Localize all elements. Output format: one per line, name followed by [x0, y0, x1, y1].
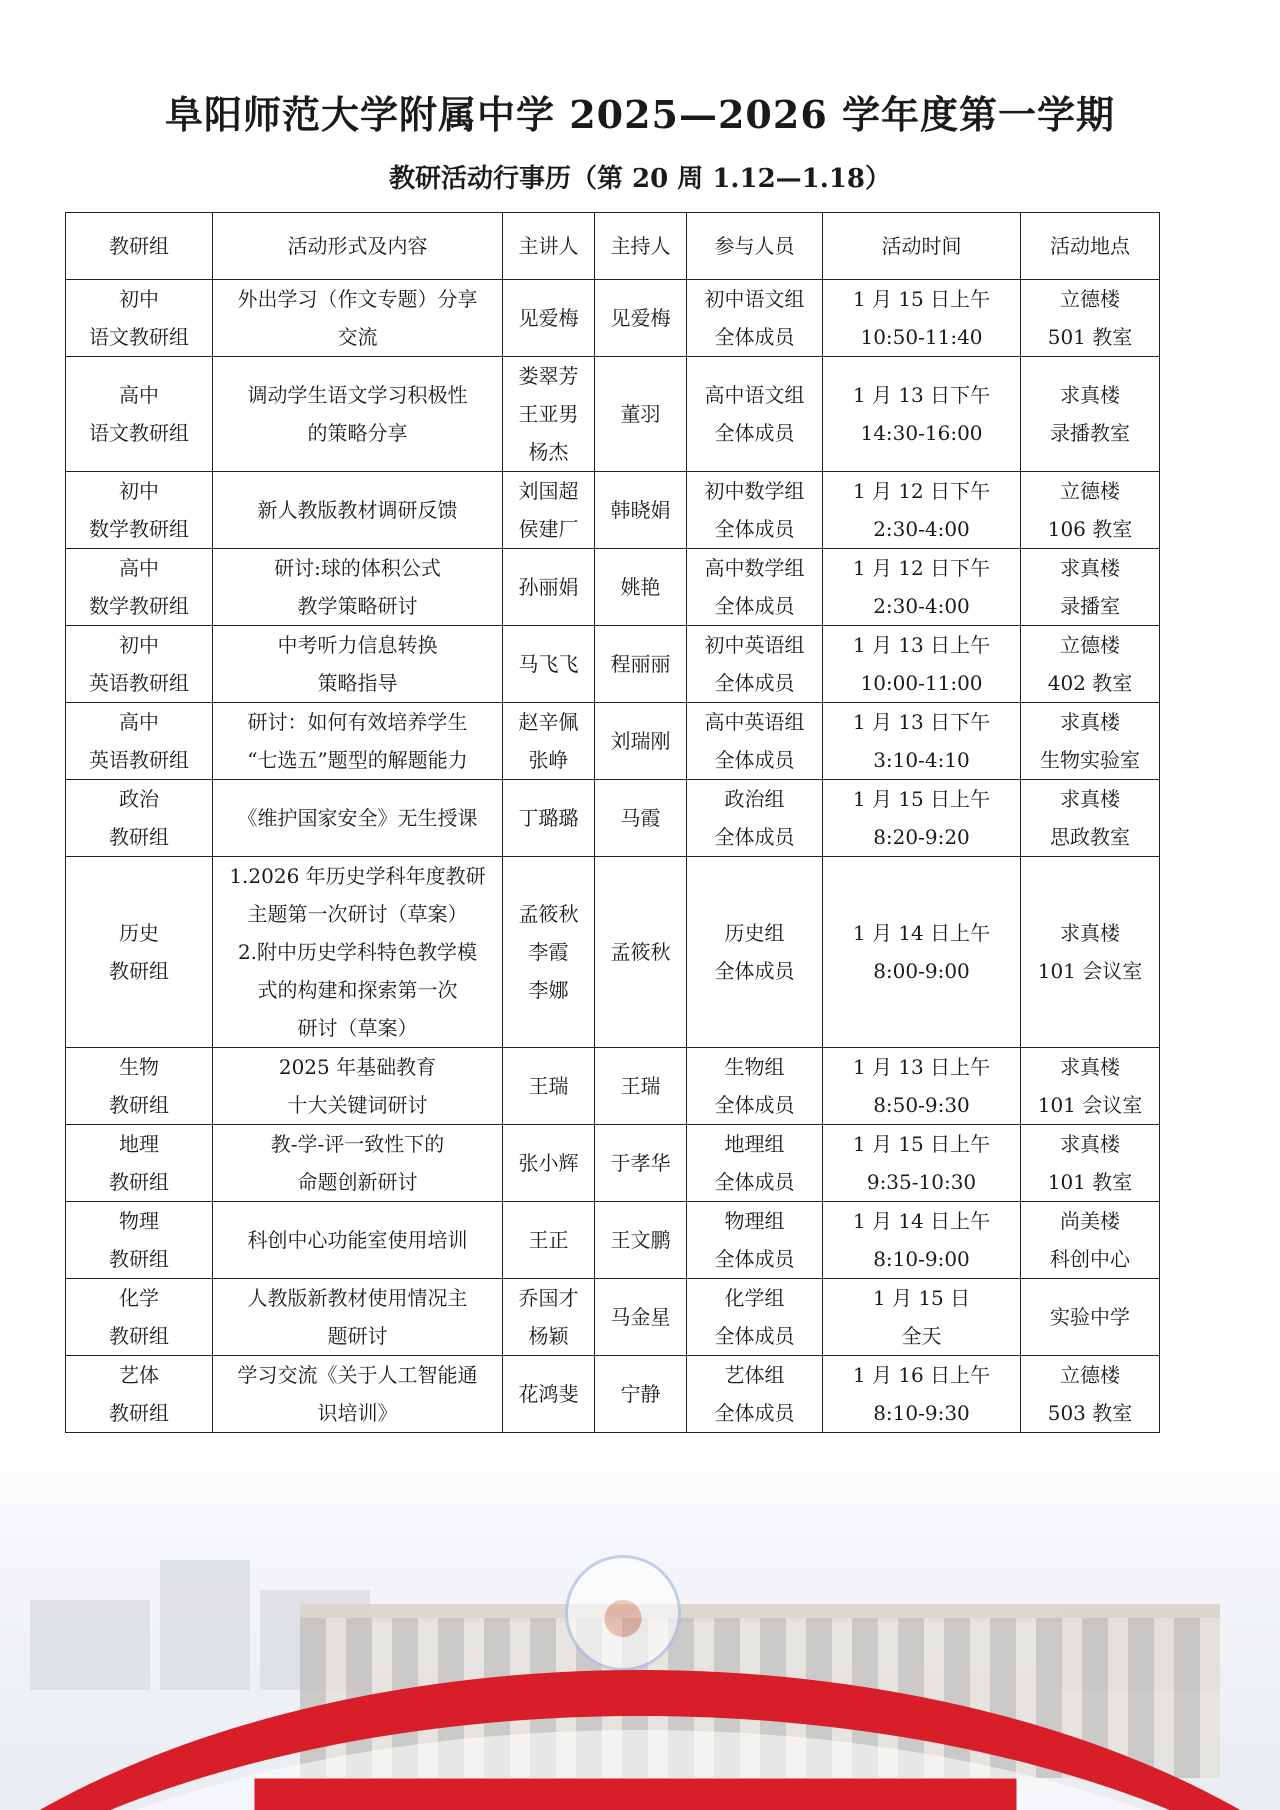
- cell-line: 语文教研组: [89, 325, 189, 349]
- table-row: [66, 626, 1160, 703]
- cell-line: 程丽丽: [610, 652, 671, 676]
- cell-line: 丁璐璐: [518, 806, 579, 830]
- content-cell: [213, 780, 503, 857]
- speaker-cell: [503, 1279, 595, 1356]
- cell-line: 高中: [119, 556, 159, 580]
- page-title: 阜阳师范大学附属中学 2025—2026 学年度第一学期: [165, 92, 1115, 137]
- cell-line: 历史: [119, 921, 159, 945]
- cell-line: 1 月 16 日上午: [852, 1363, 991, 1387]
- cell-line: 式的构建和探索第一次: [257, 978, 458, 1002]
- cell-line: 教研组: [109, 1401, 169, 1425]
- speaker-cell: [503, 357, 595, 472]
- cell-line: 求真楼: [1060, 710, 1120, 734]
- host-cell: [595, 472, 687, 549]
- column-header: 参与人员: [687, 213, 823, 280]
- location-cell: [1021, 280, 1160, 357]
- cell-line: 教研组: [109, 1170, 169, 1194]
- cell-line: 刘瑞刚: [610, 729, 671, 753]
- cell-line: 101 会议室: [1037, 1093, 1143, 1117]
- cell-line: 初中: [119, 479, 159, 503]
- cell-line: 503 教室: [1047, 1401, 1133, 1425]
- cell-line: 识培训》: [317, 1401, 398, 1425]
- column-header: 教研组: [66, 213, 213, 280]
- location-cell: [1021, 1125, 1160, 1202]
- group-cell: [66, 472, 213, 549]
- speaker-cell: [503, 1356, 595, 1433]
- cell-line: 马金星: [610, 1305, 671, 1329]
- cell-line: 的策略分享: [307, 421, 408, 445]
- cell-line: 张小辉: [518, 1151, 579, 1175]
- cell-line: 立德楼: [1060, 287, 1120, 311]
- time-cell: [823, 1048, 1021, 1125]
- cell-line: 全体成员: [714, 517, 795, 541]
- cell-line: 王瑞: [620, 1074, 661, 1098]
- schedule-table: [65, 212, 1160, 1433]
- speaker-cell: [503, 1202, 595, 1279]
- cell-line: “七选五”题型的解题能力: [247, 748, 468, 772]
- cell-line: 全体成员: [714, 1170, 795, 1194]
- cell-line: 10:00-11:00: [860, 671, 983, 695]
- cell-line: 初中语文组: [704, 287, 805, 311]
- host-cell: [595, 1356, 687, 1433]
- cell-line: 生物组: [724, 1055, 785, 1079]
- column-header: 活动地点: [1021, 213, 1160, 280]
- cell-line: 8:10-9:00: [873, 1247, 970, 1271]
- group-cell: [66, 626, 213, 703]
- location-cell: [1021, 857, 1160, 1048]
- cell-line: 教-学-评一致性下的: [270, 1132, 445, 1156]
- time-cell: [823, 1356, 1021, 1433]
- group-cell: [66, 357, 213, 472]
- cell-line: 2:30-4:00: [873, 594, 970, 618]
- time-cell: [823, 780, 1021, 857]
- cell-line: 1 月 14 日上午: [852, 1209, 991, 1233]
- cell-line: 求真楼: [1060, 1132, 1120, 1156]
- cell-line: 求真楼: [1060, 556, 1120, 580]
- cell-line: 语文教研组: [89, 421, 189, 445]
- cell-line: 英语教研组: [89, 748, 189, 772]
- cell-line: 高中英语组: [704, 710, 805, 734]
- cell-line: 教学策略研讨: [297, 594, 418, 618]
- participants-cell: [687, 549, 823, 626]
- cell-line: 1 月 15 日上午: [852, 787, 991, 811]
- cell-line: 地理: [119, 1132, 159, 1156]
- cell-line: 高中语文组: [704, 383, 805, 407]
- cell-line: 生物: [119, 1055, 159, 1079]
- cell-line: 物理: [119, 1209, 159, 1233]
- participants-cell: [687, 1125, 823, 1202]
- cell-line: 教研组: [109, 1324, 169, 1348]
- host-cell: [595, 1279, 687, 1356]
- cell-line: 策略指导: [317, 671, 398, 695]
- cell-line: 主题第一次研讨（草案）: [247, 902, 468, 926]
- group-cell: [66, 857, 213, 1048]
- location-cell: [1021, 1202, 1160, 1279]
- location-cell: [1021, 703, 1160, 780]
- host-cell: [595, 1125, 687, 1202]
- participants-cell: [687, 703, 823, 780]
- cell-line: 14:30-16:00: [860, 421, 983, 445]
- cell-line: 初中数学组: [704, 479, 805, 503]
- cell-line: 初中: [119, 633, 159, 657]
- cell-line: 教研组: [109, 1247, 169, 1271]
- background-building: [30, 1600, 150, 1690]
- host-cell: [595, 357, 687, 472]
- cell-line: 思政教室: [1050, 825, 1130, 849]
- cell-line: 物理组: [724, 1209, 785, 1233]
- cell-line: 王瑞: [528, 1074, 569, 1098]
- cell-line: 刘国超: [518, 479, 579, 503]
- cell-line: 全体成员: [714, 1324, 795, 1348]
- host-cell: [595, 857, 687, 1048]
- host-cell: [595, 1048, 687, 1125]
- participants-cell: [687, 280, 823, 357]
- content-cell: [213, 549, 503, 626]
- cell-line: 地理组: [724, 1132, 785, 1156]
- time-cell: [823, 280, 1021, 357]
- cell-line: 王亚男: [518, 402, 579, 426]
- cell-line: 录播教室: [1050, 421, 1130, 445]
- host-cell: [595, 780, 687, 857]
- cell-line: 1 月 14 日上午: [852, 921, 991, 945]
- cell-line: 501 教室: [1047, 325, 1133, 349]
- cell-line: 艺体: [119, 1363, 159, 1387]
- cell-line: 化学组: [724, 1286, 785, 1310]
- content-cell: [213, 703, 503, 780]
- cell-line: 见爱梅: [518, 306, 579, 330]
- time-cell: [823, 703, 1021, 780]
- cell-line: 1 月 15 日: [872, 1286, 971, 1310]
- cell-line: 教研组: [109, 1093, 169, 1117]
- table-row: [66, 357, 1160, 472]
- group-cell: [66, 280, 213, 357]
- group-cell: [66, 1279, 213, 1356]
- table-row: [66, 472, 1160, 549]
- cell-line: 教研组: [109, 959, 169, 983]
- campus-background: [0, 1440, 1280, 1810]
- cell-line: 外出学习（作文专题）分享: [237, 287, 478, 311]
- cell-line: 8:50-9:30: [873, 1093, 970, 1117]
- time-cell: [823, 357, 1021, 472]
- cell-line: 数学教研组: [89, 517, 189, 541]
- cell-line: 立德楼: [1060, 1363, 1120, 1387]
- cell-line: 花鸿斐: [518, 1382, 579, 1406]
- host-cell: [595, 549, 687, 626]
- cell-line: 高中: [119, 383, 159, 407]
- cell-line: 孟筱秋: [610, 940, 671, 964]
- table-row: [66, 1279, 1160, 1356]
- table-row: [66, 1125, 1160, 1202]
- participants-cell: [687, 1048, 823, 1125]
- content-cell: [213, 626, 503, 703]
- cell-line: 孟筱秋: [518, 902, 579, 926]
- group-cell: [66, 780, 213, 857]
- cell-line: 录播室: [1060, 594, 1120, 618]
- table-row: [66, 1356, 1160, 1433]
- cell-line: 十大关键词研讨: [287, 1093, 428, 1117]
- host-cell: [595, 703, 687, 780]
- location-cell: [1021, 1356, 1160, 1433]
- cell-line: 2:30-4:00: [873, 517, 970, 541]
- cell-line: 1 月 15 日上午: [852, 1132, 991, 1156]
- participants-cell: [687, 1202, 823, 1279]
- cell-line: 402 教室: [1047, 671, 1133, 695]
- cell-line: 英语教研组: [89, 671, 189, 695]
- cell-line: 研讨：如何有效培养学生: [247, 710, 468, 734]
- cell-line: 政治组: [724, 787, 785, 811]
- time-cell: [823, 549, 1021, 626]
- cell-line: 题研讨: [327, 1324, 388, 1348]
- group-cell: [66, 1202, 213, 1279]
- cell-line: 2.附中历史学科特色教学模: [237, 940, 478, 964]
- cell-line: 1 月 13 日上午: [852, 633, 991, 657]
- cell-line: 研讨:球的体积公式: [274, 556, 441, 580]
- cell-line: 101 会议室: [1037, 959, 1143, 983]
- speaker-cell: [503, 549, 595, 626]
- table-header-row: [66, 213, 1160, 280]
- table-row: [66, 780, 1160, 857]
- location-cell: [1021, 1279, 1160, 1356]
- cell-line: 1 月 15 日上午: [852, 287, 991, 311]
- cell-line: 艺体组: [724, 1363, 785, 1387]
- cell-line: 2025 年基础教育: [278, 1055, 437, 1079]
- cell-line: 全体成员: [714, 1093, 795, 1117]
- location-cell: [1021, 549, 1160, 626]
- cell-line: 宁静: [620, 1382, 661, 1406]
- cell-line: 求真楼: [1060, 787, 1120, 811]
- speaker-cell: [503, 857, 595, 1048]
- location-cell: [1021, 1048, 1160, 1125]
- cell-line: 尚美楼: [1060, 1209, 1120, 1233]
- cell-line: 立德楼: [1060, 633, 1120, 657]
- speaker-cell: [503, 626, 595, 703]
- cell-line: 调动学生语文学习积极性: [247, 383, 468, 407]
- cell-line: 人教版新教材使用情况主: [247, 1286, 468, 1310]
- column-header: 主讲人: [503, 213, 595, 280]
- content-cell: [213, 1125, 503, 1202]
- cell-line: 科创中心: [1050, 1247, 1130, 1271]
- content-cell: [213, 1048, 503, 1125]
- speaker-cell: [503, 780, 595, 857]
- time-cell: [823, 626, 1021, 703]
- cell-line: 化学: [119, 1286, 159, 1310]
- cell-line: 杨杰: [528, 440, 569, 464]
- participants-cell: [687, 1356, 823, 1433]
- table-row: [66, 857, 1160, 1048]
- cell-line: 孙丽娟: [518, 575, 579, 599]
- content-cell: [213, 280, 503, 357]
- table-row: [66, 1048, 1160, 1125]
- cell-line: 生物实验室: [1040, 748, 1140, 772]
- cell-line: 立德楼: [1060, 479, 1120, 503]
- column-header: 主持人: [595, 213, 687, 280]
- cell-line: 新人教版教材调研反馈: [257, 498, 458, 522]
- cell-line: 乔国才: [518, 1286, 579, 1310]
- cell-line: 求真楼: [1060, 1055, 1120, 1079]
- location-cell: [1021, 780, 1160, 857]
- cell-line: 研讨（草案）: [297, 1016, 418, 1040]
- cell-line: 全体成员: [714, 421, 795, 445]
- cell-line: 《维护国家安全》无生授课: [237, 806, 478, 830]
- group-cell: [66, 1048, 213, 1125]
- cell-line: 求真楼: [1060, 921, 1120, 945]
- cell-line: 全体成员: [714, 825, 795, 849]
- cell-line: 命题创新研讨: [297, 1170, 418, 1194]
- cell-line: 求真楼: [1060, 383, 1120, 407]
- location-cell: [1021, 626, 1160, 703]
- cell-line: 张峥: [528, 748, 569, 772]
- cell-line: 1 月 13 日下午: [852, 383, 991, 407]
- background-building: [160, 1560, 250, 1690]
- cell-line: 数学教研组: [89, 594, 189, 618]
- content-cell: [213, 857, 503, 1048]
- host-cell: [595, 280, 687, 357]
- cell-line: 中考听力信息转换: [277, 633, 438, 657]
- table-row: [66, 549, 1160, 626]
- cell-line: 8:20-9:20: [873, 825, 970, 849]
- cell-line: 历史组: [724, 921, 785, 945]
- cell-line: 侯建厂: [518, 517, 579, 541]
- cell-line: 初中: [119, 287, 159, 311]
- participants-cell: [687, 780, 823, 857]
- cell-line: 1 月 13 日上午: [852, 1055, 991, 1079]
- cell-line: 全体成员: [714, 671, 795, 695]
- cell-line: 娄翠芳: [518, 364, 579, 388]
- cell-line: 全体成员: [714, 1247, 795, 1271]
- cell-line: 初中英语组: [704, 633, 805, 657]
- cell-line: 王文鹏: [610, 1228, 671, 1252]
- cell-line: 1.2026 年历史学科年度教研: [229, 864, 486, 888]
- table-body: [66, 280, 1160, 1433]
- location-cell: [1021, 472, 1160, 549]
- table-row: [66, 703, 1160, 780]
- page-subtitle: 教研活动行事历（第 20 周 1.12—1.18）: [389, 164, 891, 194]
- time-cell: [823, 472, 1021, 549]
- cell-line: 姚艳: [620, 575, 661, 599]
- host-cell: [595, 626, 687, 703]
- cell-line: 9:35-10:30: [866, 1170, 977, 1194]
- cell-line: 于孝华: [610, 1151, 671, 1175]
- cell-line: 科创中心功能室使用培训: [247, 1228, 468, 1252]
- participants-cell: [687, 472, 823, 549]
- time-cell: [823, 857, 1021, 1048]
- cell-line: 董羽: [620, 402, 661, 426]
- group-cell: [66, 1125, 213, 1202]
- cell-line: 全天: [901, 1324, 942, 1348]
- time-cell: [823, 1279, 1021, 1356]
- content-cell: [213, 357, 503, 472]
- cell-line: 1 月 12 日下午: [852, 479, 991, 503]
- content-cell: [213, 1279, 503, 1356]
- speaker-cell: [503, 1048, 595, 1125]
- table-row: [66, 1202, 1160, 1279]
- content-cell: [213, 1202, 503, 1279]
- cell-line: 1 月 12 日下午: [852, 556, 991, 580]
- cell-line: 韩晓娟: [610, 498, 671, 522]
- cell-line: 赵辛佩: [518, 710, 579, 734]
- content-cell: [213, 472, 503, 549]
- cell-line: 李霞: [528, 940, 569, 964]
- speaker-cell: [503, 1125, 595, 1202]
- cell-line: 全体成员: [714, 1401, 795, 1425]
- cell-line: 全体成员: [714, 748, 795, 772]
- cell-line: 1 月 13 日下午: [852, 710, 991, 734]
- speaker-cell: [503, 472, 595, 549]
- column-header: 活动时间: [823, 213, 1021, 280]
- host-cell: [595, 1202, 687, 1279]
- location-cell: [1021, 357, 1160, 472]
- cell-line: 全体成员: [714, 594, 795, 618]
- cell-line: 高中: [119, 710, 159, 734]
- cell-line: 高中数学组: [704, 556, 805, 580]
- cell-line: 学习交流《关于人工智能通: [237, 1363, 478, 1387]
- cell-line: 李娜: [528, 978, 569, 1002]
- cell-line: 10:50-11:40: [860, 325, 983, 349]
- cell-line: 全体成员: [714, 325, 795, 349]
- cell-line: 106 教室: [1047, 517, 1133, 541]
- school-emblem-icon: [565, 1555, 681, 1671]
- table-row: [66, 280, 1160, 357]
- cell-line: 教研组: [109, 825, 169, 849]
- cell-line: 王正: [528, 1228, 569, 1252]
- time-cell: [823, 1125, 1021, 1202]
- cell-line: 实验中学: [1050, 1305, 1130, 1329]
- speaker-cell: [503, 703, 595, 780]
- cell-line: 全体成员: [714, 959, 795, 983]
- participants-cell: [687, 1279, 823, 1356]
- participants-cell: [687, 626, 823, 703]
- group-cell: [66, 703, 213, 780]
- participants-cell: [687, 357, 823, 472]
- column-header: 活动形式及内容: [213, 213, 503, 280]
- cell-line: 交流: [337, 325, 378, 349]
- group-cell: [66, 549, 213, 626]
- cell-line: 8:00-9:00: [873, 959, 970, 983]
- cell-line: 马飞飞: [518, 652, 579, 676]
- cell-line: 3:10-4:10: [873, 748, 970, 772]
- time-cell: [823, 1202, 1021, 1279]
- cell-line: 马霞: [620, 806, 661, 830]
- group-cell: [66, 1356, 213, 1433]
- participants-cell: [687, 857, 823, 1048]
- cell-line: 杨颖: [528, 1324, 569, 1348]
- cell-line: 8:10-9:30: [873, 1401, 970, 1425]
- content-cell: [213, 1356, 503, 1433]
- cell-line: 政治: [119, 787, 159, 811]
- cell-line: 101 教室: [1047, 1170, 1133, 1194]
- speaker-cell: [503, 280, 595, 357]
- cell-line: 见爱梅: [610, 306, 671, 330]
